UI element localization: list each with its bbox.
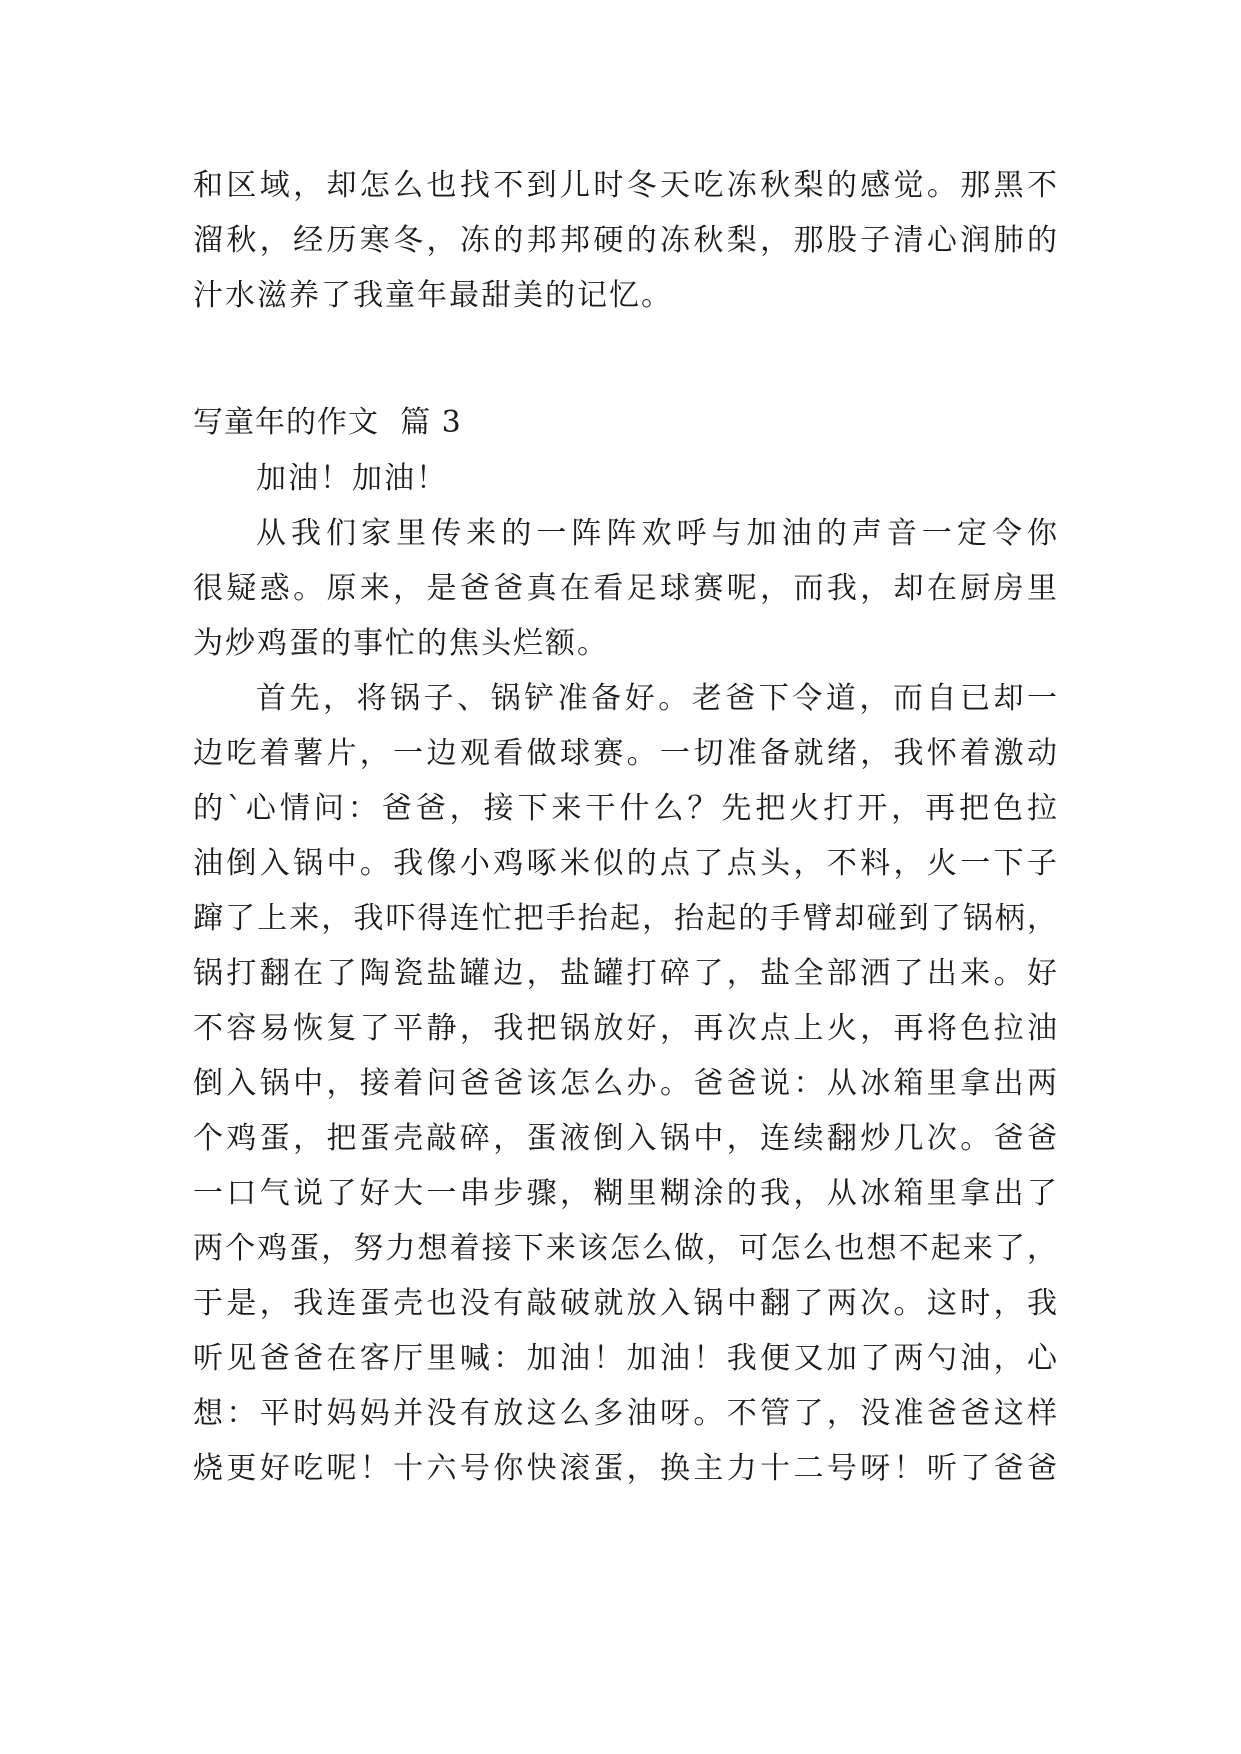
- text-line: 不容易恢复了平静，我把锅放好，再次点上火，再将色拉油: [193, 1011, 1059, 1046]
- text-line: 从我们家里传来的一阵阵欢呼与加油的声音一定令你: [256, 516, 1059, 551]
- text-line: 油倒入锅中。我像小鸡啄米似的点了点头，不料，火一下子: [193, 846, 1059, 881]
- text-line: 的`心情问：爸爸，接下来干什么？先把火打开，再把色拉: [193, 791, 1059, 826]
- text-line: 倒入锅中，接着问爸爸该怎么办。爸爸说：从冰箱里拿出两: [193, 1066, 1059, 1101]
- text-line: 于是，我连蛋壳也没有敲破就放入锅中翻了两次。这时，我: [193, 1286, 1059, 1321]
- text-line: 很疑惑。原来，是爸爸真在看足球赛呢，而我，却在厨房里: [193, 571, 1059, 606]
- text-line: 溜秋，经历寒冬，冻的邦邦硬的冻秋梨，那股子清心润肺的: [193, 223, 1059, 258]
- text-line: 蹿了上来，我吓得连忙把手抬起，抬起的手臂却碰到了锅柄，: [193, 901, 1059, 936]
- text-line: 为炒鸡蛋的事忙的焦头烂额。: [193, 626, 609, 661]
- essay-paragraph-1: [193, 506, 1059, 671]
- section-title: 写童年的作文 篇 3: [193, 405, 462, 440]
- text-line: 边吃着薯片，一边观看做球赛。一切准备就绪，我怀着激动: [193, 736, 1059, 771]
- text-line: 和区域，却怎么也找不到儿时冬天吃冻秋梨的感觉。那黑不: [193, 168, 1059, 203]
- text-line: 想：平时妈妈并没有放这么多油呀。不管了，没准爸爸这样: [193, 1396, 1059, 1431]
- intro-paragraph: [193, 158, 1059, 323]
- text-line: 锅打翻在了陶瓷盐罐边，盐罐打碎了，盐全部洒了出来。好: [193, 956, 1059, 991]
- text-line: 听见爸爸在客厅里喊：加油！加油！我便又加了两勺油，心: [193, 1341, 1059, 1376]
- essay-body: [193, 451, 1059, 1496]
- text-line: 汁水滋养了我童年最甜美的记忆。: [193, 278, 673, 313]
- text-line: 两个鸡蛋，努力想着接下来该怎么做，可怎么也想不起来了，: [193, 1231, 1059, 1266]
- essay-paragraph-2: [193, 671, 1059, 1496]
- text-line: 一口气说了好大一串步骤，糊里糊涂的我，从冰箱里拿出了: [193, 1176, 1059, 1211]
- essay-opening: 加油！加油！: [256, 461, 448, 496]
- text-line: 首先，将锅子、锅铲准备好。老爸下令道，而自已却一: [256, 681, 1059, 716]
- text-line: 烧更好吃呢！十六号你快滚蛋，换主力十二号呀！听了爸爸: [193, 1451, 1059, 1486]
- text-line: 个鸡蛋，把蛋壳敲碎，蛋液倒入锅中，连续翻炒几次。爸爸: [193, 1121, 1059, 1156]
